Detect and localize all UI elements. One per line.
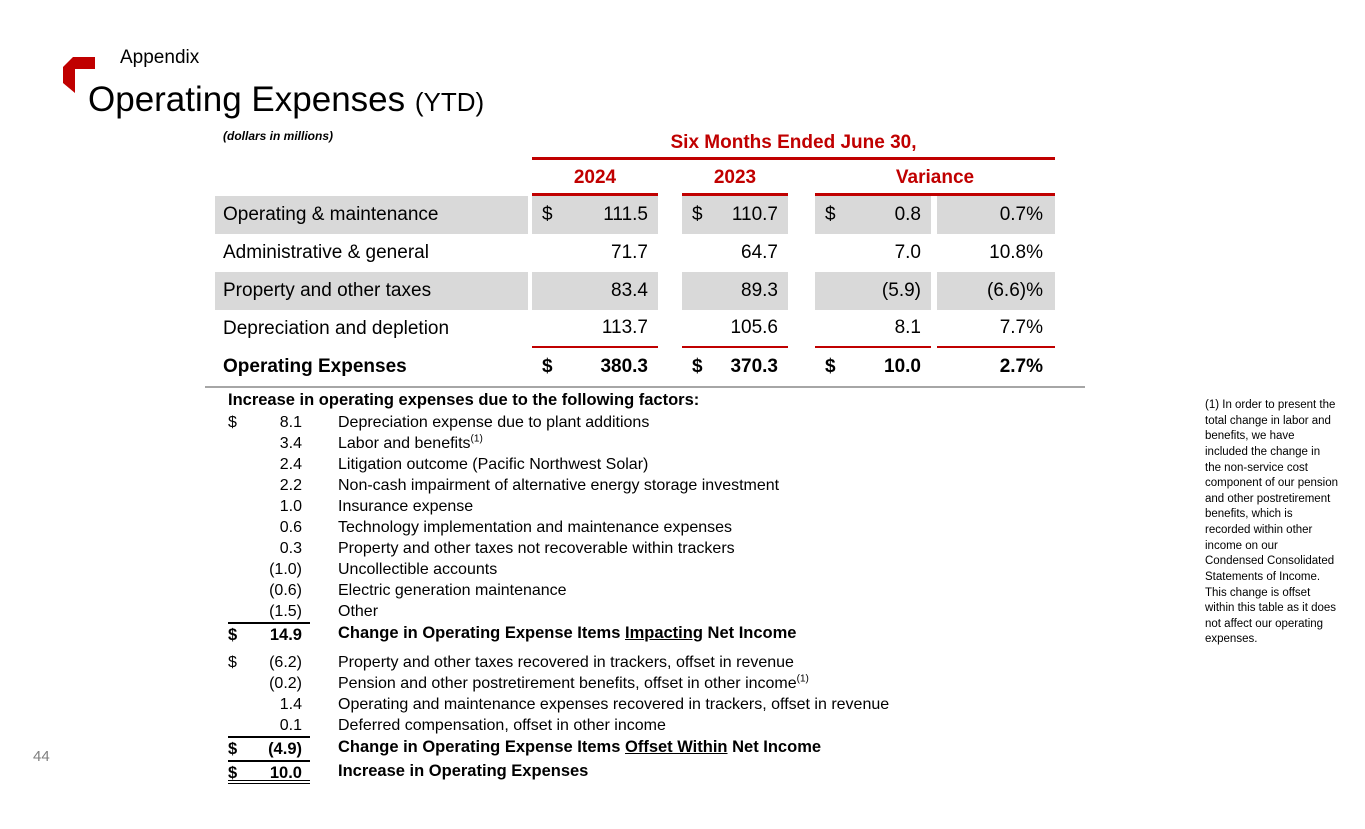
value-2024: $ 380.3 bbox=[542, 356, 648, 377]
factor-amount: 8.1 bbox=[279, 414, 302, 431]
value-2024: 83.4 bbox=[532, 272, 658, 310]
currency-sign bbox=[228, 580, 242, 601]
factor-amount: (1.5) bbox=[269, 603, 302, 620]
variance-percent: (6.6)% bbox=[937, 272, 1055, 310]
factor-row bbox=[228, 580, 1108, 601]
value-2023: $ 110.7 bbox=[682, 196, 788, 234]
row-label: Administrative & general bbox=[223, 242, 429, 263]
factor-text: Operating and maintenance expenses recovered in trackers, offset in revenue bbox=[338, 696, 890, 713]
factor-text: Other bbox=[338, 603, 379, 620]
factor-amount: 2.2 bbox=[279, 477, 302, 494]
operating-expenses-table bbox=[215, 128, 1055, 386]
table-period-header-row bbox=[215, 128, 1055, 160]
value-2024: $ 111.5 bbox=[532, 196, 658, 234]
column-header-variance: Variance bbox=[815, 167, 1055, 196]
column-header-2024: 2024 bbox=[532, 167, 658, 196]
currency-sign bbox=[228, 517, 242, 538]
factor-amount: 0.1 bbox=[279, 717, 302, 734]
factor-amount: (0.6) bbox=[269, 582, 302, 599]
variance-percent: 7.7% bbox=[937, 310, 1055, 348]
factor-amount: (1.0) bbox=[269, 561, 302, 578]
factor-row bbox=[228, 433, 1108, 454]
factor-amount: 0.6 bbox=[279, 519, 302, 536]
factor-amount: (6.2) bbox=[269, 654, 302, 671]
factor-row bbox=[228, 412, 1108, 433]
factor-row bbox=[228, 694, 1108, 715]
total-text: Increase in Operating Expenses bbox=[338, 762, 589, 780]
factor-amount: 1.0 bbox=[279, 498, 302, 515]
currency-sign bbox=[228, 433, 242, 454]
currency-sign bbox=[228, 538, 242, 559]
factor-row bbox=[228, 538, 1108, 559]
currency-sign: $ bbox=[228, 764, 238, 782]
currency-sign: $ bbox=[228, 626, 238, 644]
row-label: Operating & maintenance bbox=[215, 196, 528, 234]
variance-amount: $ 10.0 bbox=[825, 356, 921, 377]
value-2023: 64.7 bbox=[741, 242, 778, 263]
variance-amount: (5.9) bbox=[815, 272, 931, 310]
footnote: (1) In order to present the total change in labor and benefits, we have included the change in the non-service cost component of our pension and other postretirement benefits, which is recorded within other income on our Condensed Consolidated Statements of Income. This change is offset within this table as it does not affect our operating expenses. bbox=[1205, 399, 1338, 646]
factor-text: Property and other taxes recovered in trackers, offset in revenue bbox=[338, 654, 794, 671]
currency-sign bbox=[228, 601, 242, 622]
factor-text: Technology implementation and maintenance expenses bbox=[338, 519, 733, 536]
grand-total-row bbox=[228, 760, 1108, 784]
table-total-row bbox=[215, 348, 1055, 386]
row-label: Property and other taxes bbox=[215, 272, 528, 310]
variance-percent: 0.7% bbox=[937, 196, 1055, 234]
factor-text: Labor and benefits$^{(1)}$ bbox=[338, 433, 483, 452]
variance-amount: $ 0.8 bbox=[815, 196, 931, 234]
footnote-marker: (1) bbox=[470, 433, 483, 445]
factor-text: Insurance expense bbox=[338, 498, 474, 515]
factors-heading: Increase in operating expenses due to the following factors: bbox=[228, 391, 700, 409]
appendix-label: Appendix bbox=[120, 47, 200, 68]
row-label: Depreciation and depletion bbox=[223, 318, 450, 339]
factor-text: Property and other taxes not recoverable within trackers bbox=[338, 540, 735, 557]
value-2023: $ 370.3 bbox=[692, 356, 778, 377]
table-column-header-row bbox=[215, 160, 1055, 196]
currency-sign: $ bbox=[228, 740, 238, 758]
factor-text: Deferred compensation, offset in other income bbox=[338, 717, 666, 734]
factor-text: Pension and other postretirement benefits, offset in other income$^{(1)}$ bbox=[338, 673, 809, 692]
subtotal-text: Change in Operating Expense Items Impacting Net Income bbox=[338, 624, 797, 642]
factor-text: Electric generation maintenance bbox=[338, 582, 567, 599]
factor-amount: 2.4 bbox=[279, 456, 302, 473]
factor-text: Non-cash impairment of alternative energy storage investment bbox=[338, 477, 780, 494]
currency-sign bbox=[228, 559, 242, 580]
currency-sign bbox=[228, 454, 242, 475]
factors-section bbox=[228, 390, 1108, 784]
currency-sign: $ bbox=[228, 654, 237, 671]
factor-amount: 0.3 bbox=[279, 540, 302, 557]
variance-amount: 7.0 bbox=[894, 242, 921, 263]
factor-row bbox=[228, 652, 1108, 673]
factor-row bbox=[228, 517, 1108, 538]
footnote-marker: (1) bbox=[796, 673, 809, 685]
factor-row bbox=[228, 601, 1108, 622]
factor-amount: 3.4 bbox=[279, 435, 302, 452]
subtotal-offset-row bbox=[228, 736, 1108, 760]
page-number: 44 bbox=[33, 748, 50, 765]
page-title-suffix: (YTD) bbox=[414, 87, 485, 117]
table-row bbox=[215, 196, 1055, 234]
factor-amount: 1.4 bbox=[279, 696, 302, 713]
factor-row bbox=[228, 454, 1108, 475]
period-header: Six Months Ended June 30, bbox=[532, 132, 1055, 160]
column-header-2023: 2023 bbox=[682, 167, 788, 196]
currency-sign bbox=[228, 715, 242, 736]
units-note: (dollars in millions) bbox=[223, 129, 334, 143]
factor-amount: (0.2) bbox=[269, 675, 302, 692]
page-title bbox=[88, 80, 484, 120]
value-2023: 89.3 bbox=[682, 272, 788, 310]
subtotal-impacting-row bbox=[228, 622, 1108, 646]
table-row bbox=[215, 272, 1055, 310]
table-row bbox=[215, 310, 1055, 348]
currency-sign bbox=[228, 673, 242, 694]
currency-sign bbox=[228, 694, 242, 715]
section-divider bbox=[205, 386, 1085, 388]
total-amount: 10.0 bbox=[269, 764, 302, 782]
factor-row bbox=[228, 475, 1108, 496]
subtotal-text: Change in Operating Expense Items Offset Within Net Income bbox=[338, 738, 822, 756]
row-label: Operating Expenses bbox=[223, 356, 407, 377]
variance-percent: 2.7% bbox=[999, 356, 1043, 377]
subtotal-amount: (4.9) bbox=[268, 740, 302, 758]
factor-text: Depreciation expense due to plant additions bbox=[338, 414, 650, 431]
value-2024: 71.7 bbox=[611, 242, 648, 263]
variance-percent: 10.8% bbox=[989, 242, 1043, 263]
factor-row bbox=[228, 673, 1108, 694]
table-row bbox=[215, 234, 1055, 272]
factor-row bbox=[228, 496, 1108, 517]
variance-amount: 8.1 bbox=[815, 310, 931, 348]
currency-sign bbox=[228, 475, 242, 496]
factor-row bbox=[228, 715, 1108, 736]
factor-text: Litigation outcome (Pacific Northwest Solar) bbox=[338, 456, 649, 473]
page-title-main: Operating Expenses bbox=[88, 80, 406, 119]
subtotal-amount: 14.9 bbox=[269, 626, 302, 644]
value-2024: 113.7 bbox=[532, 310, 658, 348]
value-2023: 105.6 bbox=[682, 310, 788, 348]
factor-row bbox=[228, 559, 1108, 580]
currency-sign: $ bbox=[228, 414, 237, 431]
factor-text: Uncollectible accounts bbox=[338, 561, 498, 578]
currency-sign bbox=[228, 496, 242, 517]
